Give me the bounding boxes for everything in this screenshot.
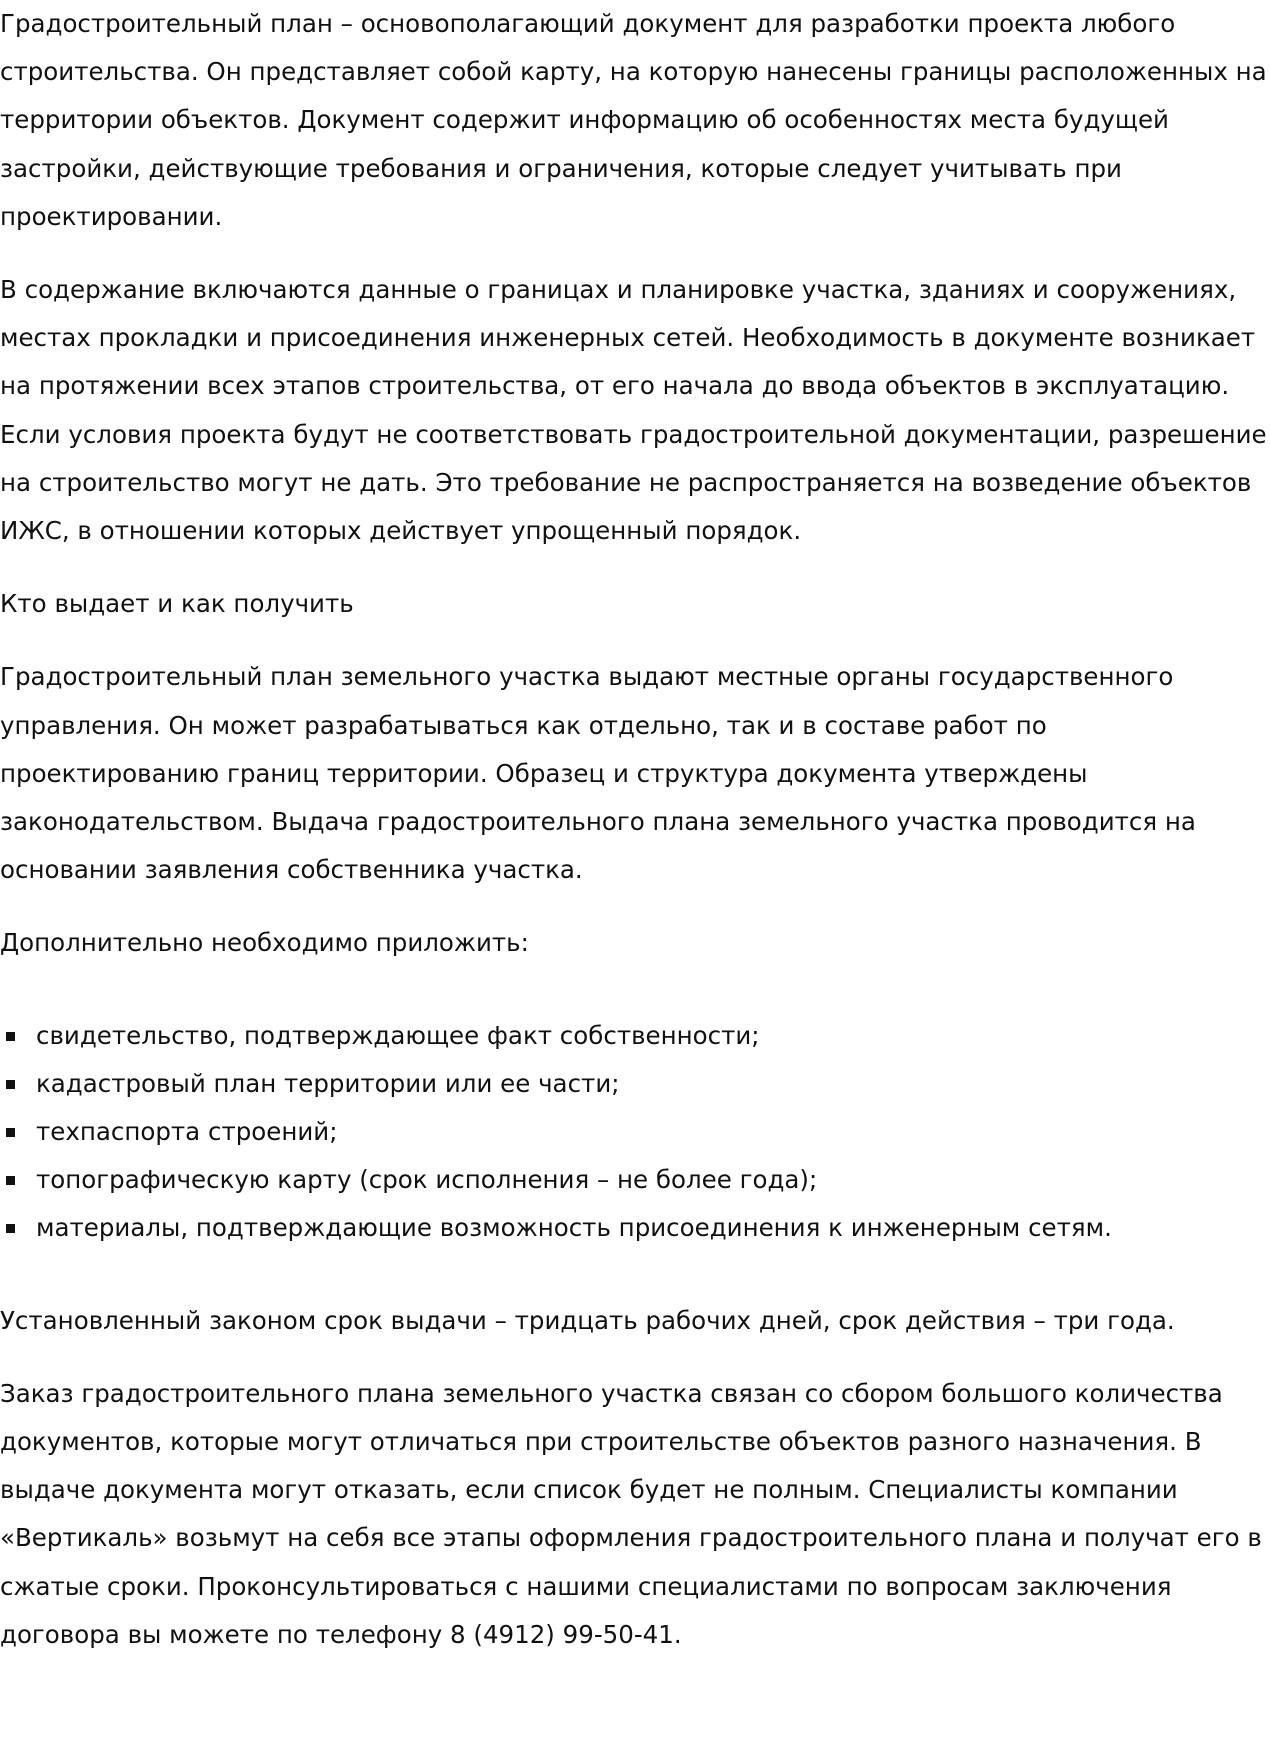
list-item	[0, 1012, 1270, 1060]
list-item-text: топографическую карту (срок исполнения – не более года);	[36, 1165, 818, 1195]
square-bullet-icon	[6, 1176, 15, 1185]
order-paragraph: Заказ градостроительного плана земельного участка связан со сбором большого количества документов, которые могут отличаться при строительстве объектов разного назначения. В выдаче документа могут отказать, если список будет не полным. Специалисты компании «Вертикаль» возьмут на себя все этапы оформления градостроительного плана и получат его в сжатые сроки. Проконсультироваться с нашими специалистами по вопросам заключения договора вы можете по телефону 8 (4912) 99-50-41.	[0, 1378, 1262, 1649]
list-item	[0, 1060, 1270, 1108]
attachments-list	[0, 1012, 1270, 1253]
intro-paragraph: Градостроительный план – основополагающий документ для разработки проекта любого строительства. Он представляет собой карту, на которую нанесены границы расположенных на территории объектов. Документ содержит информацию об особенностях места будущей застройки, действующие требования и ограничения, которые следует учитывать при проектировании.	[0, 9, 1267, 231]
list-item	[0, 1204, 1270, 1252]
square-bullet-icon	[6, 1224, 15, 1233]
square-bullet-icon	[6, 1032, 15, 1041]
square-bullet-icon	[6, 1128, 15, 1137]
list-item-text: материалы, подтверждающие возможность присоединения к инженерным сетям.	[36, 1213, 1112, 1243]
list-item-text: кадастровый план территории или ее части;	[36, 1068, 620, 1098]
list-item	[0, 1108, 1270, 1156]
attachments-intro: Дополнительно необходимо приложить:	[0, 928, 529, 958]
list-item	[0, 1156, 1270, 1204]
issuer-paragraph: Градостроительный план земельного участка выдают местные органы государственного управления. Он может разрабатываться как отдельно, так и в составе работ по проектированию границ территории. Образец и структура документа утверждены законодательством. Выдача градостроительного плана земельного участка проводится на основании заявления собственника участка.	[0, 662, 1196, 885]
term-paragraph: Установленный законом срок выдачи – тридцать рабочих дней, срок действия – три года.	[0, 1305, 1175, 1335]
content-paragraph: В содержание включаются данные о границах и планировке участка, зданиях и сооружениях, местах прокладки и присоединения инженерных сетей. Необходимость в документе возникает на протяжении всех этапов строительства, от его начала до ввода объектов в эксплуатацию. Если условия проекта будут не соответствовать градостроительной документации, разрешение на строительство могут не дать. Это требование не распространяется на возведение объектов ИЖС, в отношении которых действует упрощенный порядок.	[0, 275, 1267, 546]
section-heading: Кто выдает и как получить	[0, 589, 354, 619]
list-item-text: свидетельство, подтверждающее факт собственности;	[36, 1020, 760, 1050]
list-item-text: техпаспорта строений;	[36, 1117, 338, 1147]
square-bullet-icon	[6, 1080, 15, 1089]
